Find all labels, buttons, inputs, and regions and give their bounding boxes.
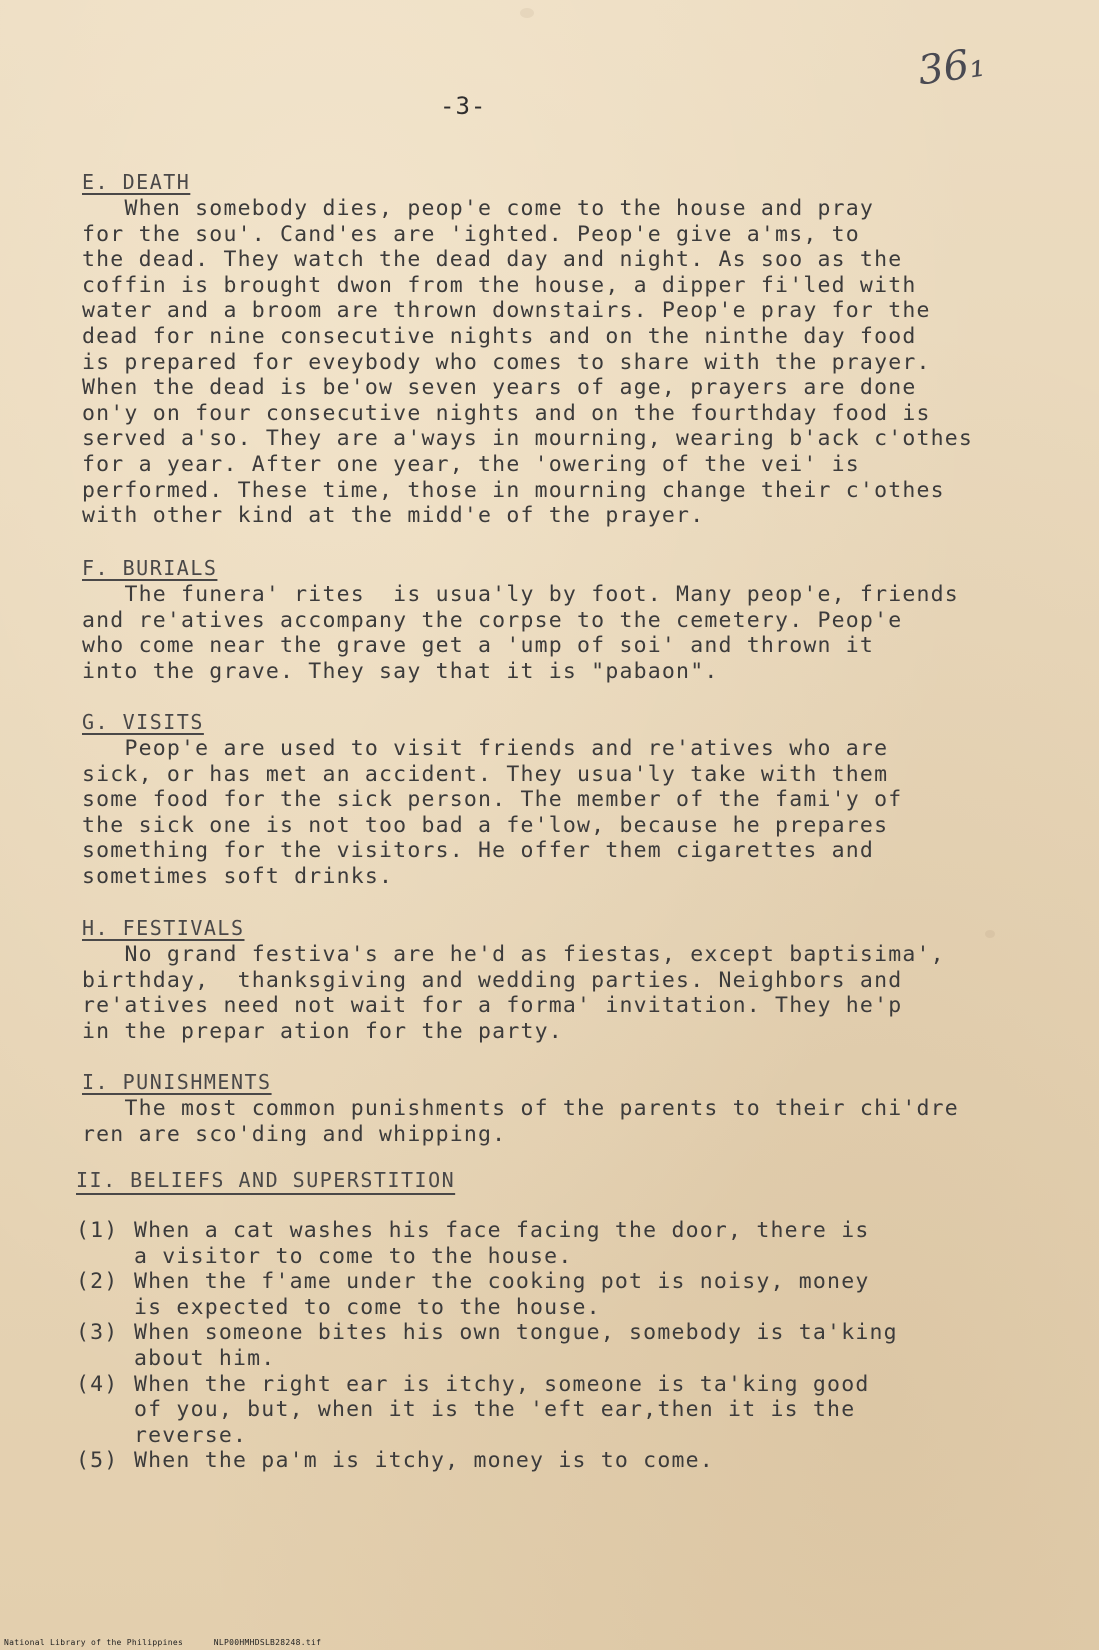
- section-heading: H. FESTIVALS: [82, 916, 245, 940]
- footer-file-id: NLP00HMHDSLB28248.tif: [213, 1638, 322, 1647]
- footer-institution: National Library of the Philippines: [4, 1638, 184, 1647]
- section-text: The funera' rites is usua'ly by foot. Many peop'e, friends and re'atives accompany the corpse to the cemetery. Peop'e who come near the grave get a 'ump of soi' and thrown it into the grave. They say that it is "pabaon".: [82, 582, 959, 684]
- section-punishments: [82, 1070, 1062, 1147]
- list-item-number: (2): [76, 1269, 119, 1295]
- section-festivals: [82, 916, 1062, 1044]
- list-item: [76, 1372, 1056, 1449]
- section-text: No grand festiva's are he'd as fiestas, except baptisima', birthday, thanksgiving and wedding parties. Neighbors and re'atives need not wait for a forma' invitation. They he'p in the prepar ation for the party.: [82, 942, 945, 1044]
- section-heading: E. DEATH: [82, 170, 191, 194]
- scan-footer: [4, 1638, 321, 1647]
- list-item-number: (3): [76, 1320, 119, 1346]
- list-item: [76, 1269, 1056, 1320]
- paper-stain: [520, 8, 534, 18]
- list-item: [76, 1448, 1056, 1474]
- section-visits: [82, 710, 1062, 890]
- section-heading: G. VISITS: [82, 710, 204, 734]
- beliefs-list: [76, 1218, 1056, 1474]
- list-item: [76, 1320, 1056, 1371]
- section-text: Peop'e are used to visit friends and re'atives who are sick, or has met an accident. They usua'ly take with them some food for the sick person. The member of the fami'y of the sick one is not too bad a fe'low, because he prepares something for the visitors. He offer them cigarettes and sometimes soft drinks.: [82, 736, 903, 889]
- list-item-number: (4): [76, 1371, 119, 1397]
- list-item-text: When the right ear is itchy, someone is ta'king good of you, but, when it is the 'eft ear,then it is the reverse.: [134, 1371, 870, 1448]
- list-item-text: When the f'ame under the cooking pot is noisy, money is expected to come to the house.: [134, 1269, 870, 1320]
- section-text: When somebody dies, peop'e come to the house and pray for the sou'. Cand'es are 'ighted. Peop'e give a'ms, to the dead. They watch the dead day and night. As soo as the coffin is brought dwon from the house, a dipper fi'led with water and a broom are thrown downstairs. Peop'e pray for the dead for nine consecutive nights and on the ninthe day food is prepared for eveybody who comes to share with the prayer. When the dead is be'ow seven years of age, prayers are done on'y on four consecutive nights and on the fourthday food is served a'so. They are a'ways in mourning, wearing b'ack c'othes for a year. After one year, the 'owering of the vei' is performed. These time, those in mourning change their c'othes with other kind at the midd'e of the prayer.: [82, 196, 974, 529]
- list-item-number: (1): [76, 1218, 119, 1243]
- section-heading: F. BURIALS: [82, 556, 218, 580]
- list-item-number: (5): [76, 1448, 119, 1474]
- section-death: [82, 170, 1062, 529]
- section-burials: [82, 556, 1062, 684]
- handwritten-folio-number: 36₁: [915, 39, 988, 95]
- section-heading: I. PUNISHMENTS: [82, 1070, 272, 1094]
- list-item-text: When someone bites his own tongue, somebody is ta'king about him.: [134, 1320, 898, 1371]
- beliefs-heading: II. BELIEFS AND SUPERSTITION: [76, 1168, 456, 1192]
- section-text: The most common punishments of the parents to their chi'dre ren are sco'ding and whipping.: [82, 1096, 959, 1147]
- list-item-text: When the pa'm is itchy, money is to come.: [134, 1448, 714, 1474]
- list-item: [76, 1218, 1056, 1269]
- list-item-text: When a cat washes his face facing the door, there is a visitor to come to the house.: [134, 1218, 870, 1269]
- page-number: -3-: [440, 92, 487, 120]
